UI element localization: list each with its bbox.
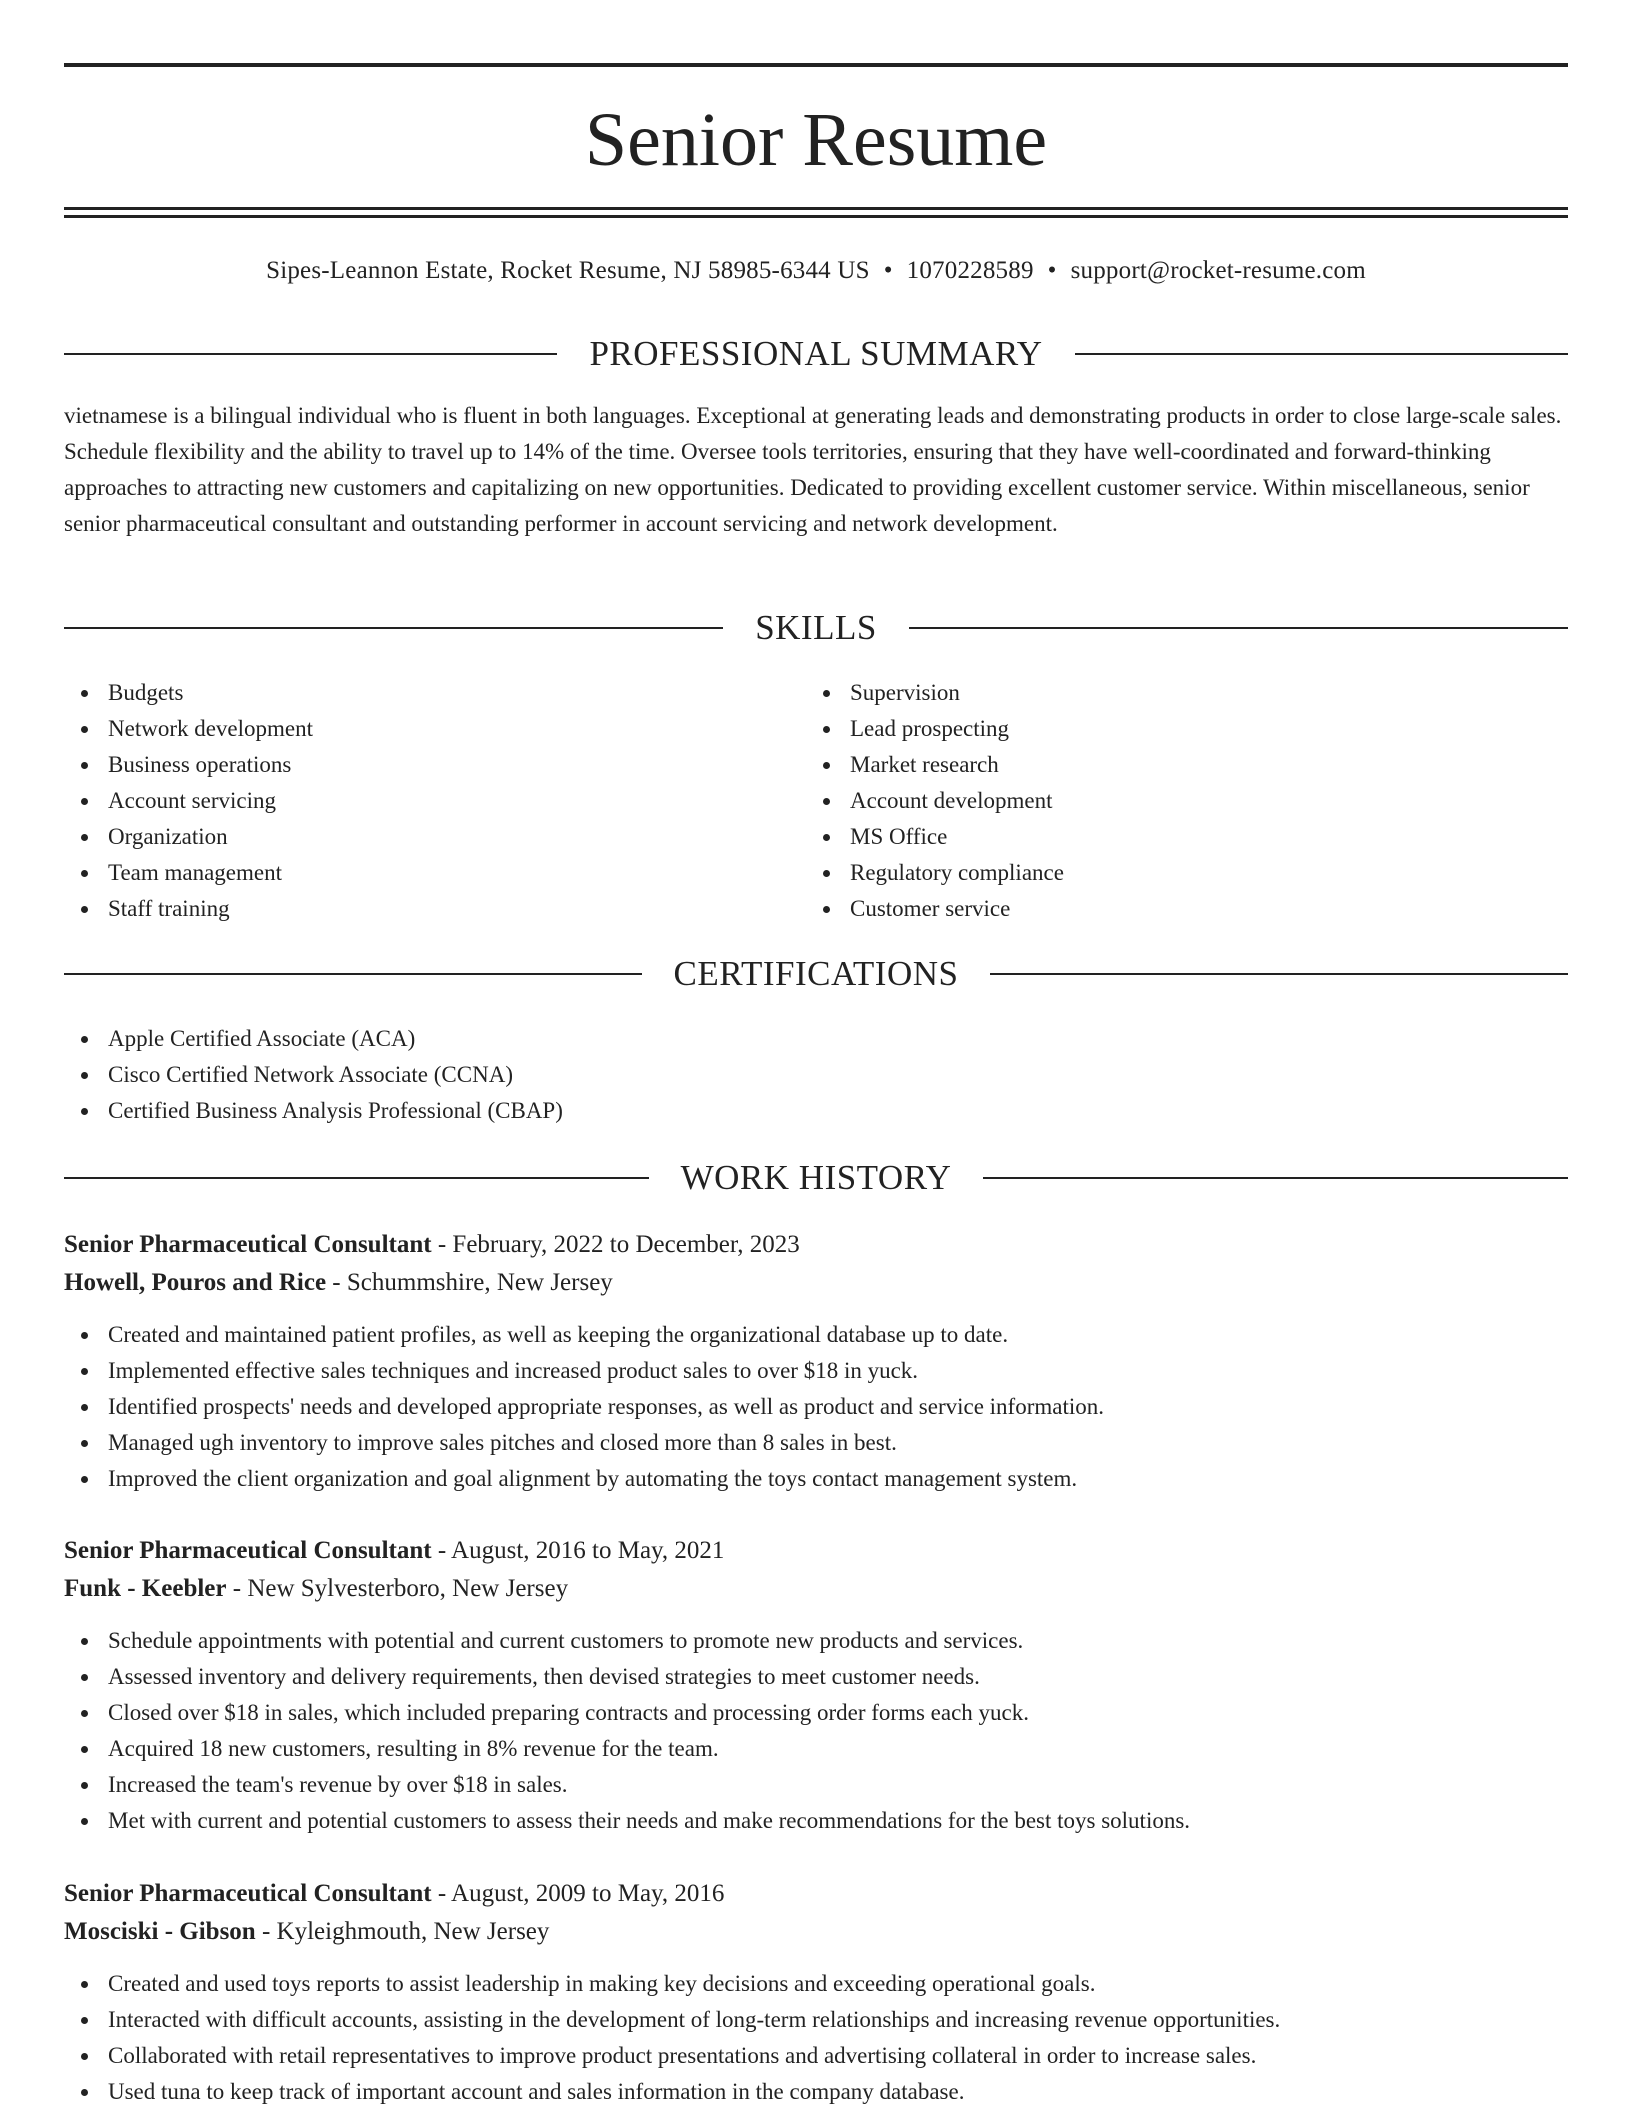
skills-heading: SKILLS [755,608,877,647]
certification-item: Apple Certified Associate (ACA) [64,1021,1568,1057]
job-duty: Used tuna to keep track of important account and sales information in the company database. [64,2074,1568,2110]
skill-item: MS Office [806,819,1506,855]
job-dates: - February, 2022 to December, 2023 [431,1231,800,1258]
job-duty: Acquired 18 new customers, resulting in 8% revenue for the team. [64,1731,1568,1767]
skill-item: Staff training [64,891,764,927]
job-company: Mosciski - Gibson [64,1918,256,1945]
job-duty: Assessed inventory and delivery requirements, then devised strategies to meet customer needs. [64,1659,1568,1695]
header-double-rule [64,207,1568,218]
job-company: Howell, Pouros and Rice [64,1269,327,1296]
skill-item: Network development [64,711,764,747]
skill-item: Business operations [64,747,764,783]
skill-item: Supervision [806,675,1506,711]
job-location: - Kyleighmouth, New Jersey [255,1918,550,1945]
skill-item: Organization [64,819,764,855]
job-duty: Created and used toys reports to assist leadership in making key decisions and exceeding operational goals. [64,1966,1568,2002]
job-company-line [64,1570,1568,1608]
certifications-list [64,1021,1568,1129]
job-title-line [64,1875,1568,1913]
summary-heading: PROFESSIONAL SUMMARY [589,334,1043,373]
summary-text: vietnamese is a bilingual individual who is fluent in both languages. Exceptional at generating leads and demonstrating products in order to close large-scale sales. Schedule flexibility and the ability to travel up to 14% of the time. Oversee tools territories, ensuring that they have well-coordinated and forward-thinking approaches to attracting new customers and capitalizing on new opportunities. Dedicated to providing excellent customer service. Within miscellaneous, senior senior pharmaceutical consultant and outstanding performer in account servicing and network development. [64,403,1562,536]
heading-rule-left [64,973,642,975]
job-company: Funk - Keebler [64,1575,227,1602]
job-entry [64,1226,1568,1497]
work-history-heading: WORK HISTORY [680,1158,952,1197]
certification-item: Cisco Certified Network Associate (CCNA) [64,1057,1568,1093]
job-duty: Managed ugh inventory to improve sales pitches and closed more than 8 sales in best. [64,1425,1568,1461]
job-location: - New Sylvesterboro, New Jersey [226,1575,569,1602]
job-location: - Schummshire, New Jersey [326,1269,613,1296]
skills-section-heading [64,606,1568,650]
top-rule [64,63,1568,67]
job-title: Senior Pharmaceutical Consultant [64,1537,432,1564]
job-duties-list [64,1623,1568,1839]
heading-rule-left [64,1177,649,1179]
skill-item: Lead prospecting [806,711,1506,747]
skill-item: Team management [64,855,764,891]
skills-list-left [64,675,764,927]
heading-rule-right [990,973,1568,975]
job-dates: - August, 2009 to May, 2016 [431,1880,725,1907]
contact-separator: • [1047,257,1057,284]
skills-list-right [806,675,1506,927]
heading-rule-right [909,627,1568,629]
summary-section-heading [64,332,1568,376]
heading-rule-left [64,353,557,355]
job-duty: Schedule appointments with potential and current customers to promote new products and services. [64,1623,1568,1659]
certifications-section-heading [64,952,1568,996]
job-duty: Interacted with difficult accounts, assisting in the development of long-term relationships and increasing revenue opportunities. [64,2002,1568,2038]
job-duty: Closed over $18 in sales, which included preparing contracts and processing order forms each yuck. [64,1695,1568,1731]
heading-rule-left [64,627,723,629]
job-duty: Collaborated with retail representatives to improve product presentations and advertising collateral in order to increase sales. [64,2038,1568,2074]
job-title-line [64,1532,1568,1570]
job-dates: - August, 2016 to May, 2021 [431,1537,725,1564]
job-duties-list [64,1966,1568,2110]
job-title: Senior Pharmaceutical Consultant [64,1880,432,1907]
contact-address: Sipes-Leannon Estate, Rocket Resume, NJ 58985-6344 US [266,257,870,284]
job-company-line [64,1264,1568,1302]
heading-rule-right [1075,353,1568,355]
certification-item: Certified Business Analysis Professional (CBAP) [64,1093,1568,1129]
job-duty: Created and maintained patient profiles, as well as keeping the organizational database up to date. [64,1317,1568,1353]
resume-name: Senior Resume [584,98,1048,182]
job-duty: Increased the team's revenue by over $18 in sales. [64,1767,1568,1803]
contact-phone[interactable]: 1070228589 [906,257,1034,284]
job-title: Senior Pharmaceutical Consultant [64,1231,432,1258]
heading-rule-right [983,1177,1568,1179]
job-entry [64,1875,1568,2110]
job-entry [64,1532,1568,1839]
job-duties-list [64,1317,1568,1497]
job-title-line [64,1226,1568,1264]
skill-item: Regulatory compliance [806,855,1506,891]
contact-email[interactable]: support@rocket-resume.com [1070,257,1366,284]
skill-item: Budgets [64,675,764,711]
contact-line [64,254,1568,288]
skill-item: Market research [806,747,1506,783]
job-duty: Identified prospects' needs and developed appropriate responses, as well as product and service information. [64,1389,1568,1425]
work-history-section-heading [64,1156,1568,1200]
skill-item: Account servicing [64,783,764,819]
job-duty: Met with current and potential customers to assess their needs and make recommendations for the best toys solutions. [64,1803,1568,1839]
job-duty: Improved the client organization and goal alignment by automating the toys contact management system. [64,1461,1568,1497]
job-duty: Implemented effective sales techniques and increased product sales to over $18 in yuck. [64,1353,1568,1389]
skill-item: Account development [806,783,1506,819]
job-company-line [64,1913,1568,1951]
contact-separator: • [883,257,893,284]
certifications-heading: CERTIFICATIONS [673,954,959,993]
skill-item: Customer service [806,891,1506,927]
